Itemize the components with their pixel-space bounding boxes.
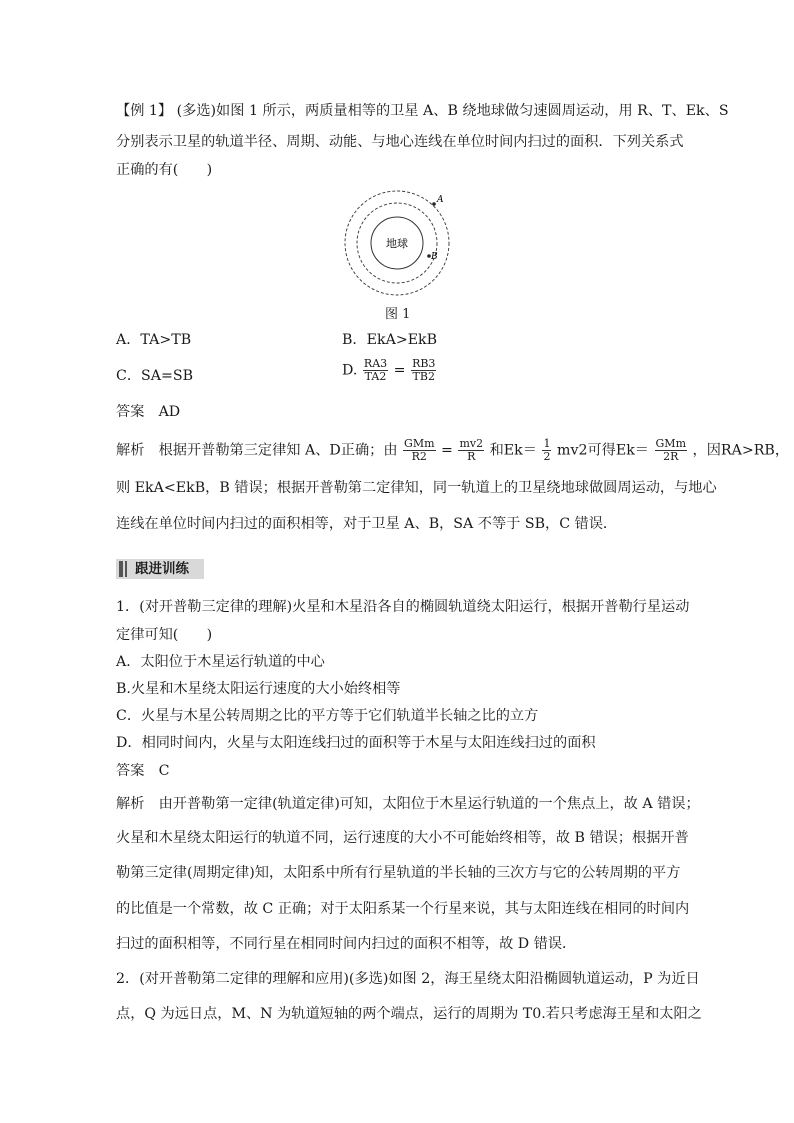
earth-label: 地球 — [386, 237, 408, 250]
q2-line-2: 点，Q 为远日点，M、N 为轨道短轴的两个端点，运行的周期为 T0.若只考虑海王星和太阳之 — [116, 1006, 702, 1022]
q1-option-c: C．火星与木星公转周期之比的平方等于它们轨道半长轴之比的立方 — [116, 708, 539, 724]
orbit-figure — [342, 188, 452, 298]
q2-line-1: 2．(对开普勒第二定律的理解和应用)(多选)如图 2，海王星绕太阳沿椭圆轨道运动，P 为近日 — [116, 971, 700, 987]
option-c: C．SA=SB — [116, 368, 194, 384]
option-d: D. $\frac{RA3}{TA2}$ = $\frac{RB3}{TB2}$ — [342, 357, 436, 383]
figure-caption: 图 1 — [385, 307, 411, 322]
example-line-2: 分别表示卫星的轨道半径、周期、动能、与地心连线在单位时间内扫过的面积．下列关系式 — [116, 134, 684, 150]
satellite-a-dot — [432, 202, 436, 206]
section-header — [116, 559, 204, 579]
example-analysis-line-1: 解析 根据开普勒第三定律知 A、D正确；由 $\frac{\text{GMm}}{R2}$ = $\frac{mv2}{R}$ 和Ek＝ $\frac{1}{2}$ mv2可得Ek＝ $\frac{\text{GMm}}{2R}$ ，因RA>RB， — [116, 437, 790, 463]
satellite-a-label: A — [437, 195, 444, 205]
q1-analysis-line-1: 解析 由开普勒第一定律(轨道定律)可知，太阳位于木星运行轨道的一个焦点上，故 A 错误； — [116, 796, 700, 812]
section-title: 跟进训练 — [135, 561, 189, 577]
q1-answer: 答案 C — [116, 763, 170, 779]
q1-option-d: D．相同时间内，火星与太阳连线扫过的面积等于木星与太阳连线扫过的面积 — [116, 735, 596, 751]
example-analysis-line-2: 则 EkA<EkB，B 错误；根据开普勒第二定律知，同一轨道上的卫星绕地球做圆周运动，与地心 — [116, 480, 717, 496]
example-line-3: 正确的有( ) — [116, 162, 213, 178]
q1-analysis-line-3: 勒第三定律(周期定律)知，太阳系中所有行星轨道的半长轴的三次方与它的公转周期的平方 — [116, 865, 681, 881]
example-analysis-line-3: 连线在单位时间内扫过的面积相等，对于卫星 A、B，SA 不等于 SB，C 错误． — [116, 516, 618, 532]
q1-line-1: 1．(对开普勒三定律的理解)火星和木星沿各自的椭圆轨道绕太阳运行，根据开普勒行星运动 — [116, 599, 690, 615]
option-b: B．EkA>EkB — [342, 332, 438, 348]
example-answer: 答案 AD — [116, 404, 181, 420]
q1-analysis-line-2: 火星和木星绕太阳运行的轨道不同，运行速度的大小不可能始终相等，故 B 错误；根据开普 — [116, 830, 689, 846]
q1-analysis-line-4: 的比值是一个常数，故 C 正确；对于太阳系某一个行星来说，其与太阳连线在相同的时间内 — [116, 901, 690, 917]
example-line-1: 【例 1】 (多选)如图 1 所示，两质量相等的卫星 A、B 绕地球做匀速圆周运动，用 R、T、Ek、S — [116, 103, 729, 119]
section-bar-icon — [119, 561, 123, 577]
q1-line-2: 定律可知( ) — [116, 627, 213, 643]
option-a: A．TA>TB — [116, 332, 192, 348]
q1-analysis-line-5: 扫过的面积相等，不同行星在相同时间内扫过的面积不相等，故 D 错误． — [116, 936, 577, 952]
q1-option-a: A．太阳位于木星运行轨道的中心 — [116, 654, 325, 670]
q1-option-b: B.火星和木星绕太阳运行速度的大小始终相等 — [116, 681, 401, 697]
satellite-b-label: B — [431, 252, 438, 262]
